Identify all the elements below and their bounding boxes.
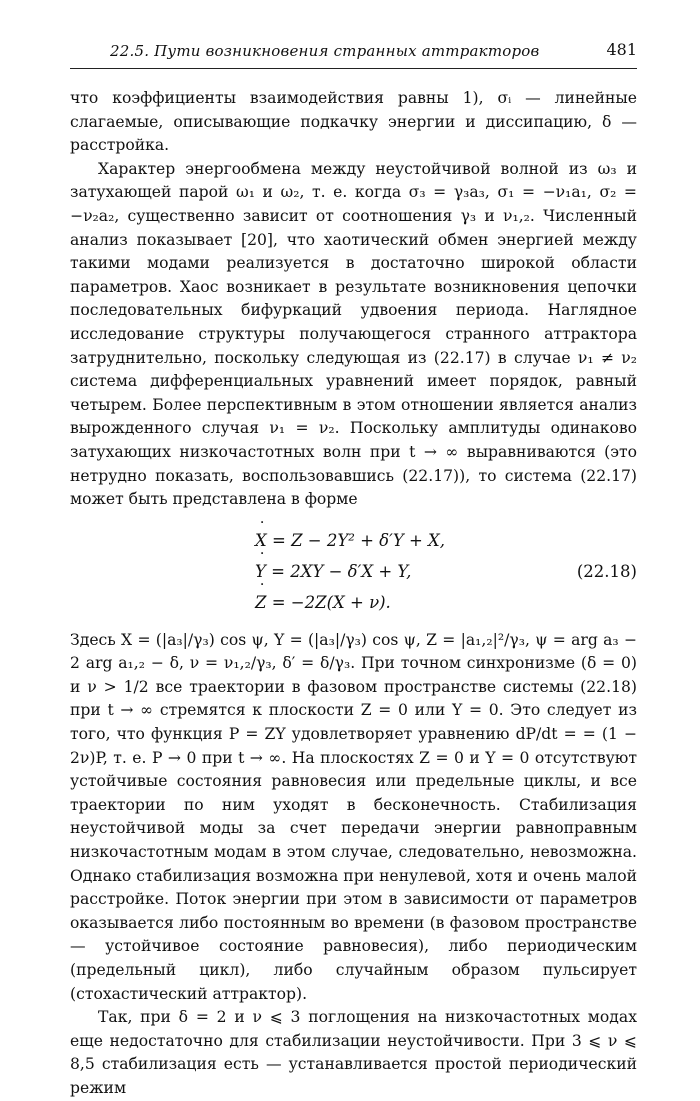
page [70,38,637,1101]
equation-number: (22.18) [576,561,637,581]
page-number: 481 [606,40,637,59]
equation-lines [255,525,445,618]
running-head [70,38,637,64]
equation-rhs-y: = 2XY − δ′X + Y, [265,561,412,581]
paragraph-4: Так, при δ = 2 и ν ⩽ 3 поглощения на низкочастотных модах еще недостаточно для стабилизации неустойчивости. При 3 ⩽ ν ⩽ 8,5 стабилизация есть — устанавливается простой периодический режим [70,1008,637,1097]
paragraph-3: Здесь X = (|a₃|/γ₃) cos ψ, Y = (|a₃|/γ₃) cos ψ, Z = |a₁,₂|²/γ₃, ψ = arg a₃ − 2 arg a₁,₂ − δ, ν = ν₁,₂/γ₃, δ′ = δ/γ₃. При точном синхронизме (δ = 0) и ν > 1/2 все траектории в фазовом пространстве системы (22.18) при t → ∞ стремятся к плоскости Z = 0 или Y = 0. Это следует из того, что функция P = ZY удовлетворяет уравнению dP/dt = = (1 − 2ν)P, т. е. P → 0 при t → ∞. На плоскостях Z = 0 и Y = 0 отсутствуют устойчивые состояния равновесия или предельные циклы, и все траектории по ним уходят в бесконечность. Стабилизация неустойчивой моды за счет передачи энергии равноправным низкочастотным модам в этом случае, следовательно, невозможна. Однако стабилизация возможна при ненулевой, хотя и очень малой расстройке. Поток энергии при этом в зависимости от параметров оказывается либо постоянным во времени (в фазовом пространстве — устойчивое состояние равновесия), либо периодическим (предельный цикл), либо случайным образом пульсирует (стохастический аттрактор). [70,630,637,1003]
equation-lhs-x: ˙ X [255,525,267,556]
equation-lhs-z: ˙ Z [255,587,266,618]
section-title: 22.5. Пути возникновения странных аттракторов [110,42,540,60]
equation-rhs-x: = Z − 2Y² + δ′Y + X, [266,530,446,550]
equation-line-z [255,587,445,618]
paragraph-1: что коэффициенты взаимодействия равны 1), σᵢ — линейные слагаемые, описывающие подкачку энергии и диссипацию, δ — расстройка. [70,89,637,155]
equation-line-y [255,556,445,587]
equation-line-x [255,525,445,556]
equation-lhs-y: ˙ Y [255,556,266,587]
equation-22-18 [70,525,637,617]
header-rule [70,68,637,69]
paragraph-2: Характер энергообмена между неустойчивой волной из ω₃ и затухающей парой ω₁ и ω₂, т. е. когда σ₃ = γ₃a₃, σ₁ = −ν₁a₁, σ₂ = −ν₂a₂, существенно зависит от соотношения γ₃ и ν₁,₂. Численный анализ показывает [20], что хаотический обмен энергией между такими модами реализуется в достаточно широкой области параметров. Хаос возникает в результате возникновения цепочки последовательных бифуркаций удвоения периода. Наглядное исследование структуры получающегося странного аттрактора затруднительно, поскольку следующая из (22.17) в случае ν₁ ≠ ν₂ система дифференциальных уравнений имеет порядок, равный четырем. Более перспективным в этом отношении является анализ вырожденного случая ν₁ = ν₂. Поскольку амплитуды одинаково затухающих низкочастотных волн при t → ∞ выравниваются (это нетрудно показать, воспользовавшись (22.17)), то система (22.17) может быть представлена в форме [70,159,637,509]
body-text [70,87,637,1101]
equation-rhs-z: = −2Z(X + ν). [266,592,391,612]
